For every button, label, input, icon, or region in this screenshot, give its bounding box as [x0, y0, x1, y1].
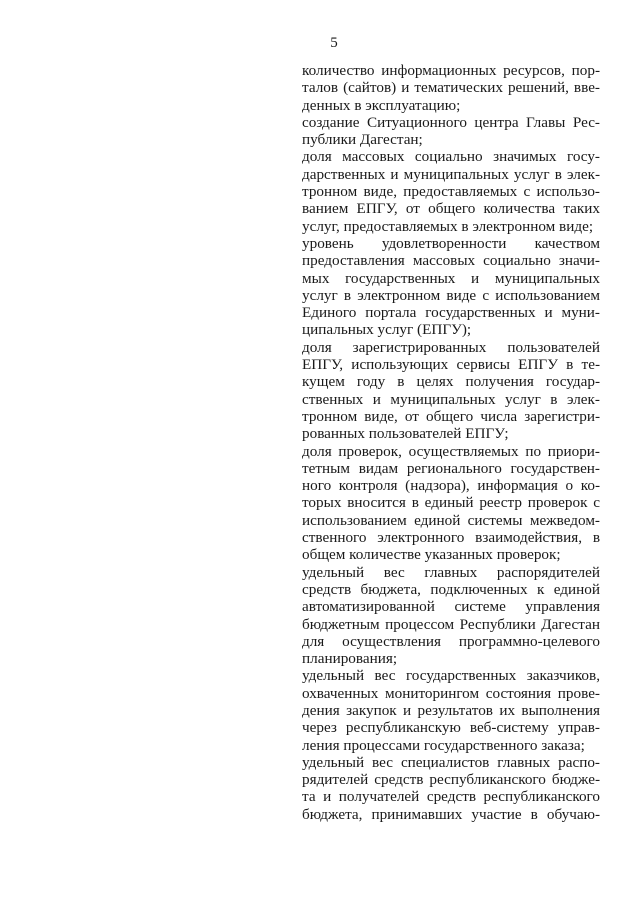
text-line: доля массовых социально значимых госу- — [302, 148, 600, 166]
text-line: ЕПГУ, использующих сервисы ЕПГУ в те- — [302, 356, 600, 374]
text-line: общем количестве указанных проверок; — [302, 546, 561, 564]
text-line: дения закупок и результатов их выполнения — [302, 701, 600, 719]
text-line: автоматизированной системе управления — [302, 598, 600, 616]
text-line: рованных пользователей ЕПГУ; — [302, 425, 509, 443]
text-line: охваченных мониторингом состояния прове- — [302, 684, 600, 702]
body-text-column — [302, 62, 600, 823]
text-line: ванием ЕПГУ, от общего количества таких — [302, 200, 600, 218]
text-line: мых государственных и муниципальных — [302, 269, 600, 287]
text-line: доля зарегистрированных пользователей — [302, 338, 600, 356]
text-line: ления процессами государственного заказа; — [302, 736, 585, 754]
text-line: ципальных услуг (ЕПГУ); — [302, 321, 472, 339]
page-number: 5 — [330, 35, 338, 51]
text-line: доля проверок, осуществляемых по приори- — [302, 442, 600, 460]
text-line: ственных и муниципальных услуг в элек- — [302, 390, 600, 408]
text-line: ного контроля (надзора), информация о ко- — [302, 477, 600, 495]
text-line: для осуществления программно-целевого — [302, 632, 600, 650]
text-line: удельный вес специалистов главных распо- — [302, 753, 600, 771]
text-line: предоставления массовых социально значи- — [302, 252, 600, 270]
text-line: услуг, предоставляемых в электронном виде; — [302, 217, 594, 235]
text-line: денных в эксплуатацию; — [302, 96, 461, 114]
text-line: бюджетным процессом Республики Дагестан — [302, 615, 600, 633]
text-line: Единого портала государственных и муни- — [302, 304, 600, 322]
text-line: средств бюджета, подключенных к единой — [302, 580, 600, 598]
text-line: количество информационных ресурсов, пор- — [302, 62, 600, 79]
text-line: дарственных и муниципальных услуг в элек- — [302, 165, 600, 183]
text-line: торых вносится в единый реестр проверок с — [302, 494, 600, 512]
text-line: создание Ситуационного центра Главы Рес- — [302, 113, 600, 131]
text-line: публики Дагестан; — [302, 131, 423, 149]
text-line: ственного электронного взаимодействия, в — [302, 529, 600, 547]
text-line: тетным видам регионального государствен- — [302, 459, 600, 477]
text-line: удельный вес государственных заказчиков, — [302, 667, 600, 685]
text-line: планирования; — [302, 650, 398, 668]
text-line: удельный вес главных распорядителей — [302, 563, 600, 581]
text-line: услуг в электронном виде с использованием — [302, 286, 600, 304]
text-line: бюджета, принимавших участие в обучаю- — [302, 805, 600, 823]
text-line: тронном виде, от общего числа зарегистри- — [302, 407, 600, 425]
text-line: использованием единой системы межведом- — [302, 511, 600, 529]
text-line: талов (сайтов) и тематических решений, вве- — [302, 79, 600, 97]
text-line: тронном виде, предоставляемых с использо- — [302, 183, 600, 201]
text-line: через республиканскую веб-систему управ- — [302, 719, 600, 737]
text-line: кущем году в целях получения государ- — [302, 373, 600, 391]
text-line: уровень удовлетворенности качеством — [302, 234, 600, 252]
text-line: та и получателей средств республиканского — [302, 788, 600, 806]
text-line: рядителей средств республиканского бюдже- — [302, 771, 600, 789]
